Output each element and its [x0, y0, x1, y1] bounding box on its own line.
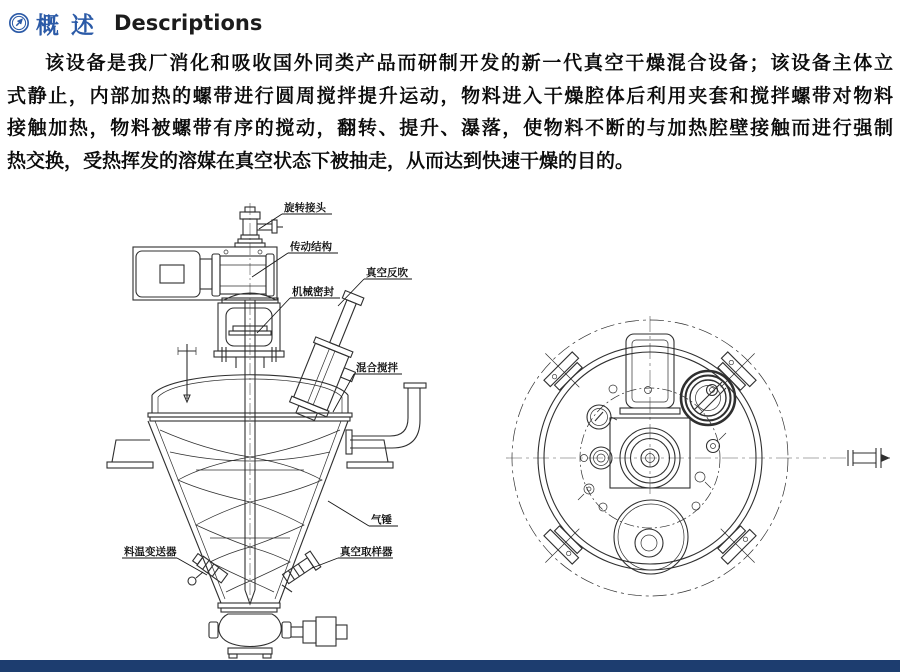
- label-mixing-agitator: 混合搅拌: [356, 362, 398, 374]
- top-view-diagram: [506, 316, 890, 596]
- label-rotary-joint: 旋转接头: [284, 202, 326, 214]
- page-title-en: Descriptions: [114, 11, 263, 35]
- footer-accent-bar: [0, 660, 900, 672]
- paragraph-line: 热交换，受热挥发的溶媒在真空状态下被抽走，从而达到快速干燥的目的。: [7, 149, 635, 172]
- label-mechanical-seal: 机械密封: [292, 286, 334, 298]
- label-temp-transmitter: 料温变送器: [124, 546, 177, 558]
- paragraph-line: 式静止，内部加热的螺带进行圆周搅拌提升运动，物料进入干燥腔体后利用夹套和搅拌螺带对物料: [7, 84, 893, 107]
- side-view-diagram: [107, 201, 426, 658]
- paragraph-line: 接触加热，物料被螺带有序的搅动，翻转、提升、瀑落，使物料不断的与加热腔壁接触而进行强制: [7, 117, 893, 139]
- paragraph-line: 该设备是我厂消化和吸收国外同类产品而研制开发的新一代真空干燥混合设备；该设备主体立: [45, 52, 893, 74]
- page-title-zh: 概 述: [36, 12, 97, 39]
- label-vacuum-sampler: 真空取样器: [340, 546, 393, 558]
- label-air-hammer: 气锤: [371, 514, 392, 526]
- label-drive-structure: 传动结构: [290, 241, 332, 253]
- label-vacuum-blowback: 真空反吹: [366, 267, 408, 279]
